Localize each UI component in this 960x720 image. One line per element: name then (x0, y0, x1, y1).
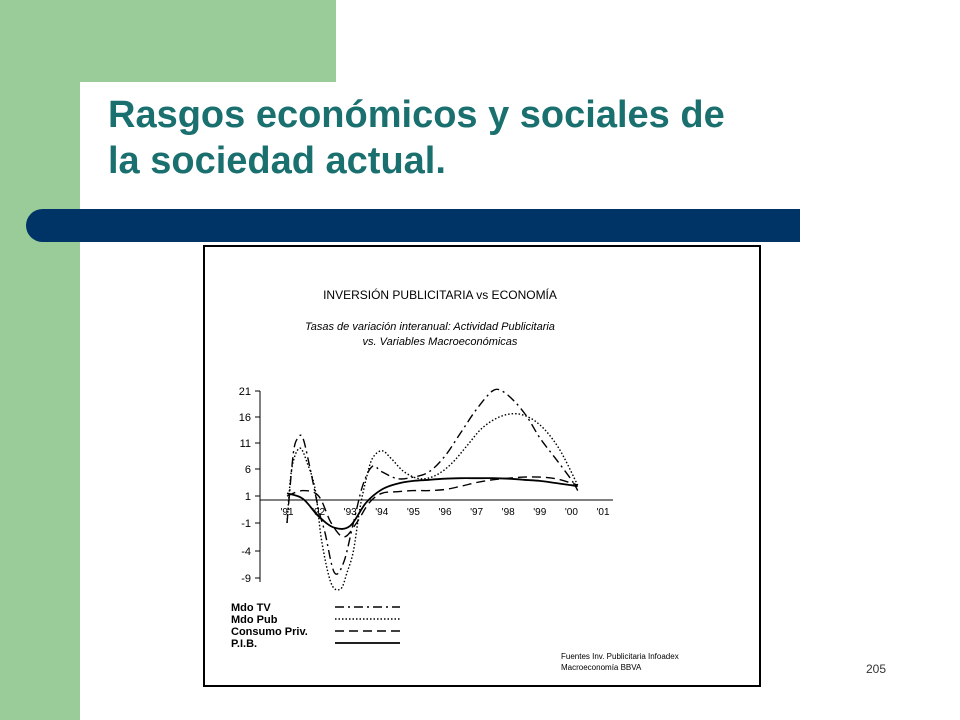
y-tick-label: -1 (241, 518, 251, 530)
series-line-mdo-pub (287, 414, 578, 590)
left-accent-bar (0, 0, 80, 720)
x-tick-label: '97 (470, 507, 484, 518)
line-chart (205, 247, 759, 685)
x-tick-label: '92 (312, 507, 326, 518)
slide-title-line2: la sociedad actual. (108, 140, 446, 182)
y-tick-label: 11 (239, 438, 251, 450)
y-tick-label: -4 (241, 546, 251, 558)
chart-subtitle-line2: vs. Variables Macroeconómicas (362, 336, 518, 348)
y-tick-label: -9 (241, 573, 251, 585)
top-accent-block (80, 0, 336, 82)
legend-label: P.I.B. (231, 638, 258, 650)
slide-title-line1: Rasgos económicos y sociales de (108, 94, 725, 136)
x-tick-label: '98 (501, 507, 515, 518)
title-underline-bar (26, 209, 800, 242)
x-tick-label: '99 (533, 507, 547, 518)
chart-source-line2: Macroeconomía BBVA (561, 663, 642, 672)
slide-title (108, 92, 908, 184)
y-tick-label: 21 (238, 386, 251, 398)
legend-label: Mdo TV (231, 602, 271, 614)
legend-label: Consumo Priv. (231, 626, 308, 638)
x-tick-label: '01 (596, 507, 610, 518)
x-tick-label: '94 (375, 507, 389, 518)
chart-source-line1: Fuentes Inv. Publicitaria Infoadex (561, 652, 679, 661)
x-axis-ticks (280, 507, 609, 518)
x-tick-label: '91 (280, 507, 294, 518)
y-axis-ticks (239, 386, 260, 585)
chart-title: INVERSIÓN PUBLICITARIA vs ECONOMÍA (323, 288, 557, 302)
x-tick-label: '93 (343, 507, 357, 518)
x-tick-label: '95 (406, 507, 420, 518)
chart-series (287, 389, 578, 590)
x-tick-label: '00 (564, 507, 578, 518)
y-tick-label: 1 (244, 491, 251, 503)
y-tick-label: 16 (238, 412, 251, 424)
x-tick-label: '96 (438, 507, 452, 518)
y-tick-label: 6 (244, 464, 251, 476)
chart-subtitle-line1: Tasas de variación interanual: Actividad Publicitaria (305, 321, 555, 333)
chart-frame (203, 245, 761, 687)
slide-number: 205 (866, 662, 887, 676)
series-line-mdo-tv (287, 389, 578, 574)
legend-label: Mdo Pub (231, 614, 278, 626)
chart-legend (231, 602, 400, 650)
